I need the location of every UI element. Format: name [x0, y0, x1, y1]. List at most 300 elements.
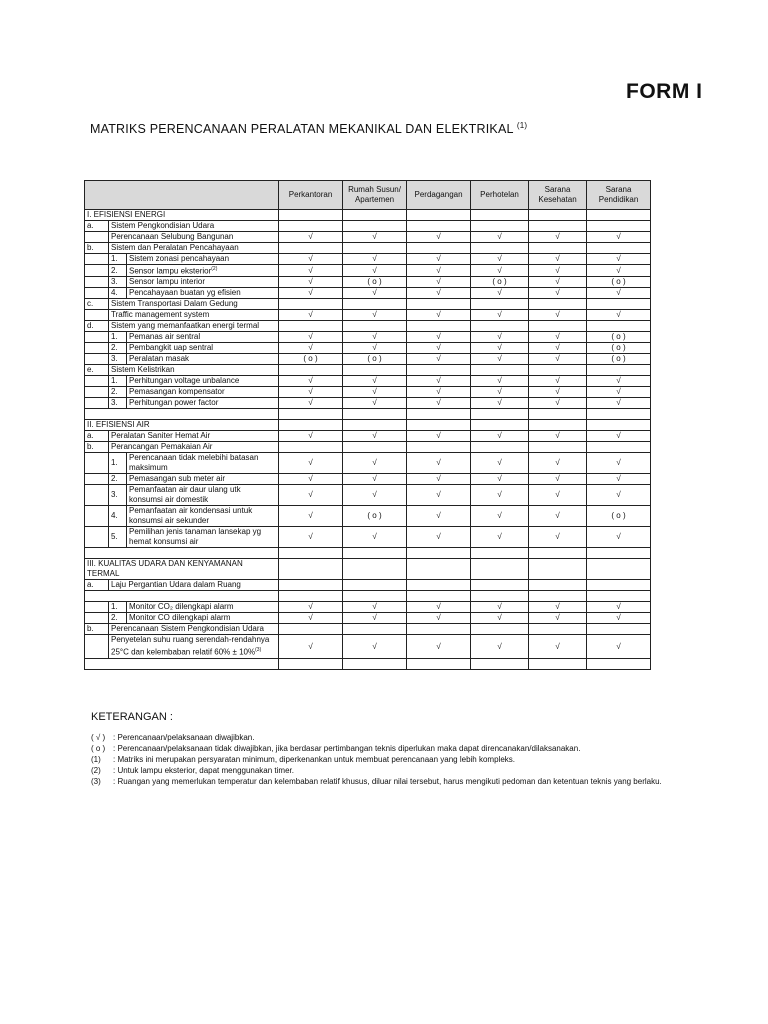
value-cell — [471, 580, 529, 591]
value-cell — [279, 624, 343, 635]
row-label — [127, 354, 279, 365]
value-cell — [529, 420, 587, 431]
value-cell: ( o ) — [343, 277, 407, 288]
value-cell — [471, 559, 529, 580]
value-cell: √ — [587, 376, 651, 387]
value-cell: ( o ) — [587, 354, 651, 365]
table-row — [85, 431, 651, 442]
value-cell: √ — [279, 387, 343, 398]
notes-list — [91, 732, 691, 787]
value-cell: √ — [471, 613, 529, 624]
value-cell: √ — [279, 343, 343, 354]
value-cell: √ — [529, 376, 587, 387]
value-cell — [529, 243, 587, 254]
row-letter: b. — [85, 442, 109, 453]
value-cell: ( o ) — [471, 277, 529, 288]
value-cell: √ — [587, 613, 651, 624]
row-indent — [85, 602, 109, 613]
value-cell: √ — [279, 265, 343, 277]
table-row — [85, 506, 651, 527]
value-cell: √ — [587, 288, 651, 299]
note-item — [91, 732, 691, 743]
table-body — [85, 210, 651, 670]
column-header: Sarana Kesehatan — [529, 181, 587, 210]
value-cell: √ — [279, 376, 343, 387]
value-cell: √ — [529, 387, 587, 398]
value-cell: √ — [587, 265, 651, 277]
row-label — [127, 485, 279, 506]
table-row — [85, 221, 651, 232]
note-item — [91, 743, 691, 754]
table-row — [85, 527, 651, 548]
value-cell: √ — [407, 398, 471, 409]
value-cell: √ — [343, 527, 407, 548]
value-cell — [407, 210, 471, 221]
value-cell — [529, 591, 587, 602]
value-cell: √ — [587, 254, 651, 265]
row-label-text: Pembangkit uap sentral — [129, 343, 214, 353]
value-cell: √ — [529, 602, 587, 613]
row-label-text: Pemasangan sub meter air — [129, 474, 226, 484]
table-row — [85, 474, 651, 485]
row-label — [127, 277, 279, 288]
value-cell — [279, 299, 343, 310]
value-cell — [587, 243, 651, 254]
row-indent — [85, 376, 109, 387]
value-cell: ( o ) — [587, 506, 651, 527]
row-label-text: Pemilihan jenis tanaman lansekap yg hemat konsumsi air — [129, 527, 262, 547]
value-cell — [343, 409, 407, 420]
value-cell — [407, 321, 471, 332]
value-cell: √ — [529, 506, 587, 527]
row-label: Sistem Kelistrikan — [109, 365, 279, 376]
value-cell — [529, 624, 587, 635]
row-number: 1. — [109, 332, 127, 343]
row-label — [127, 387, 279, 398]
row-label — [127, 398, 279, 409]
row-letter: b. — [85, 624, 109, 635]
value-cell: √ — [407, 613, 471, 624]
value-cell: √ — [279, 232, 343, 243]
value-cell: √ — [587, 398, 651, 409]
value-cell: √ — [587, 453, 651, 474]
table-row — [85, 210, 651, 221]
value-cell — [343, 591, 407, 602]
table-row — [85, 485, 651, 506]
value-cell: √ — [471, 265, 529, 277]
value-cell — [529, 559, 587, 580]
table-row — [85, 343, 651, 354]
value-cell: √ — [471, 310, 529, 321]
blank-cell — [85, 658, 279, 669]
value-cell: √ — [343, 343, 407, 354]
value-cell: √ — [343, 474, 407, 485]
value-cell — [343, 658, 407, 669]
row-letter: a. — [85, 580, 109, 591]
table-row — [85, 548, 651, 559]
value-cell: √ — [529, 453, 587, 474]
note-key: (3) — [91, 777, 101, 786]
value-cell: √ — [279, 474, 343, 485]
value-cell — [279, 591, 343, 602]
value-cell — [279, 321, 343, 332]
value-cell — [343, 299, 407, 310]
table-row — [85, 376, 651, 387]
value-cell: √ — [343, 635, 407, 659]
value-cell — [407, 591, 471, 602]
value-cell: √ — [407, 310, 471, 321]
table-row — [85, 613, 651, 624]
value-cell: √ — [529, 527, 587, 548]
value-cell — [529, 442, 587, 453]
value-cell: √ — [407, 506, 471, 527]
row-label-text: Perhitungan voltage unbalance — [129, 376, 240, 386]
blank-cell — [85, 548, 279, 559]
value-cell: √ — [343, 387, 407, 398]
row-indent — [85, 343, 109, 354]
document-heading — [90, 121, 527, 136]
section-label: I. EFISIENSI ENERGI — [85, 210, 279, 221]
row-number: 1. — [109, 453, 127, 474]
value-cell: √ — [343, 398, 407, 409]
row-label — [127, 453, 279, 474]
row-label-text: Penyetelan suhu ruang serendah-rendahnya 25°C dan kelembaban relatif 60% ± 10% — [111, 635, 270, 657]
row-indent — [85, 232, 109, 243]
value-cell — [279, 658, 343, 669]
row-label-text: Perhitungan power factor — [129, 398, 219, 408]
row-number: 1. — [109, 376, 127, 387]
value-cell — [471, 210, 529, 221]
column-header: Sarana Pendidikan — [587, 181, 651, 210]
row-indent — [85, 277, 109, 288]
row-indent — [85, 398, 109, 409]
column-header: Perkantoran — [279, 181, 343, 210]
value-cell — [587, 624, 651, 635]
table-row — [85, 288, 651, 299]
value-cell: √ — [279, 398, 343, 409]
value-cell: √ — [343, 602, 407, 613]
row-label-text: Peralatan masak — [129, 354, 190, 364]
value-cell — [407, 243, 471, 254]
value-cell: ( o ) — [343, 506, 407, 527]
row-number: 2. — [109, 265, 127, 277]
value-cell: √ — [471, 288, 529, 299]
row-label: Perencanaan Sistem Pengkondisian Udara — [109, 624, 279, 635]
value-cell: √ — [279, 485, 343, 506]
value-cell: √ — [529, 254, 587, 265]
value-cell — [343, 580, 407, 591]
row-label — [127, 474, 279, 485]
table-row — [85, 398, 651, 409]
value-cell — [587, 221, 651, 232]
row-label — [109, 232, 279, 243]
note-item — [91, 776, 691, 787]
row-label: Sistem dan Peralatan Pencahayaan — [109, 243, 279, 254]
row-indent — [85, 613, 109, 624]
row-number: 5. — [109, 527, 127, 548]
row-number: 1. — [109, 602, 127, 613]
row-indent — [85, 288, 109, 299]
value-cell — [529, 221, 587, 232]
row-label — [127, 332, 279, 343]
table-row — [85, 409, 651, 420]
row-label-text: Sistem zonasi pencahayaan — [129, 254, 230, 264]
table-row — [85, 624, 651, 635]
value-cell: √ — [529, 310, 587, 321]
row-number: 3. — [109, 485, 127, 506]
value-cell: √ — [279, 506, 343, 527]
row-label — [127, 288, 279, 299]
row-label — [127, 254, 279, 265]
row-number: 3. — [109, 277, 127, 288]
row-number: 4. — [109, 288, 127, 299]
row-label-text: Sensor lampu eksterior — [129, 266, 212, 276]
value-cell: √ — [343, 265, 407, 277]
value-cell — [279, 559, 343, 580]
value-cell: √ — [407, 232, 471, 243]
value-cell: √ — [529, 343, 587, 354]
section-label: III. KUALITAS UDARA DAN KENYAMANAN TERMAL — [85, 559, 279, 580]
table-row — [85, 321, 651, 332]
value-cell: ( o ) — [279, 354, 343, 365]
value-cell: √ — [407, 343, 471, 354]
row-indent — [85, 254, 109, 265]
value-cell: √ — [343, 431, 407, 442]
row-number: 4. — [109, 506, 127, 527]
value-cell — [587, 591, 651, 602]
value-cell: √ — [471, 602, 529, 613]
value-cell: √ — [529, 354, 587, 365]
row-label-text: Monitor CO₂ dilengkapi alarm — [129, 602, 234, 612]
value-cell: √ — [529, 474, 587, 485]
value-cell — [529, 365, 587, 376]
value-cell: √ — [343, 613, 407, 624]
column-header: Rumah Susun/ Apartemen — [343, 181, 407, 210]
value-cell — [407, 548, 471, 559]
table-row — [85, 420, 651, 431]
value-cell — [471, 548, 529, 559]
table-row — [85, 602, 651, 613]
row-label: Laju Pergantian Udara dalam Ruang — [109, 580, 279, 591]
value-cell: √ — [407, 265, 471, 277]
table-row — [85, 332, 651, 343]
row-label — [127, 376, 279, 387]
value-cell: √ — [407, 387, 471, 398]
value-cell — [407, 580, 471, 591]
row-letter: e. — [85, 365, 109, 376]
value-cell — [471, 243, 529, 254]
value-cell: √ — [529, 485, 587, 506]
note-text: : Perencanaan/pelaksanaan tidak diwajibkan, jika berdasar pertimbangan teknis diperlukan maka dapat direncanakan/dilaksanakan. — [113, 744, 581, 753]
value-cell: √ — [279, 288, 343, 299]
row-indent — [85, 635, 109, 659]
value-cell: √ — [471, 453, 529, 474]
row-number: 3. — [109, 398, 127, 409]
value-cell: √ — [471, 376, 529, 387]
value-cell — [471, 658, 529, 669]
row-indent — [85, 485, 109, 506]
table-row — [85, 580, 651, 591]
row-label — [109, 310, 279, 321]
value-cell: √ — [529, 398, 587, 409]
value-cell: √ — [587, 431, 651, 442]
value-cell: √ — [587, 310, 651, 321]
row-label-text: Monitor CO dilengkapi alarm — [129, 613, 231, 623]
value-cell — [587, 658, 651, 669]
value-cell — [587, 210, 651, 221]
value-cell — [279, 210, 343, 221]
value-cell: √ — [343, 288, 407, 299]
blank-cell — [85, 409, 279, 420]
value-cell: ( o ) — [587, 332, 651, 343]
form-title: FORM I — [626, 80, 703, 103]
value-cell: √ — [471, 398, 529, 409]
value-cell: √ — [279, 254, 343, 265]
value-cell — [587, 580, 651, 591]
value-cell — [343, 243, 407, 254]
table-row — [85, 387, 651, 398]
value-cell: √ — [279, 635, 343, 659]
value-cell: √ — [343, 254, 407, 265]
row-label — [127, 343, 279, 354]
row-indent — [85, 310, 109, 321]
row-label: Sistem Transportasi Dalam Gedung — [109, 299, 279, 310]
note-key: ( o ) — [91, 744, 106, 753]
table-row — [85, 453, 651, 474]
note-text: : Ruangan yang memerlukan temperatur dan kelembaban relatif khusus, diluar nilai tersebut, harus mengikuti pedoman dan ketentuan teknis yang berlaku. — [113, 777, 662, 786]
value-cell: √ — [279, 277, 343, 288]
row-indent — [85, 387, 109, 398]
value-cell — [587, 420, 651, 431]
row-label-text: Pemanas air sentral — [129, 332, 201, 342]
table-row — [85, 265, 651, 277]
value-cell: √ — [471, 506, 529, 527]
row-letter: d. — [85, 321, 109, 332]
row-number: 2. — [109, 387, 127, 398]
row-number: 2. — [109, 613, 127, 624]
value-cell — [471, 442, 529, 453]
section-label: II. EFISIENSI AIR — [85, 420, 279, 431]
value-cell — [279, 548, 343, 559]
value-cell — [529, 409, 587, 420]
value-cell — [407, 559, 471, 580]
value-cell — [587, 321, 651, 332]
value-cell — [407, 624, 471, 635]
value-cell: √ — [343, 453, 407, 474]
row-letter: a. — [85, 221, 109, 232]
row-label — [127, 527, 279, 548]
value-cell — [279, 442, 343, 453]
row-letter: a. — [85, 431, 109, 442]
value-cell — [471, 321, 529, 332]
row-indent — [85, 265, 109, 277]
column-header: Perdagangan — [407, 181, 471, 210]
value-cell: √ — [407, 431, 471, 442]
value-cell: √ — [529, 613, 587, 624]
value-cell — [343, 420, 407, 431]
footnote-marker: (2) — [211, 266, 218, 272]
value-cell — [279, 420, 343, 431]
row-indent — [85, 474, 109, 485]
value-cell — [587, 442, 651, 453]
value-cell: √ — [407, 332, 471, 343]
value-cell: ( o ) — [587, 277, 651, 288]
table-row — [85, 365, 651, 376]
row-label — [127, 602, 279, 613]
value-cell — [343, 365, 407, 376]
value-cell — [407, 221, 471, 232]
row-label — [127, 265, 279, 277]
value-cell: √ — [587, 474, 651, 485]
keterangan-label: KETERANGAN : — [91, 711, 173, 723]
row-indent — [85, 506, 109, 527]
row-label — [127, 613, 279, 624]
value-cell: √ — [471, 354, 529, 365]
row-label-text: Pemasangan kompensator — [129, 387, 225, 397]
value-cell — [407, 658, 471, 669]
value-cell: √ — [279, 613, 343, 624]
value-cell: √ — [587, 602, 651, 613]
value-cell — [279, 409, 343, 420]
table-row — [85, 635, 651, 659]
value-cell — [587, 365, 651, 376]
value-cell: √ — [279, 332, 343, 343]
table-row — [85, 254, 651, 265]
value-cell — [471, 409, 529, 420]
value-cell: √ — [587, 485, 651, 506]
value-cell — [471, 624, 529, 635]
row-label — [109, 635, 279, 659]
value-cell: √ — [471, 387, 529, 398]
value-cell: √ — [279, 527, 343, 548]
value-cell: √ — [279, 453, 343, 474]
row-indent — [85, 527, 109, 548]
row-indent — [85, 332, 109, 343]
blank-cell — [85, 591, 279, 602]
row-label: Sistem Pengkondisian Udara — [109, 221, 279, 232]
value-cell: √ — [279, 602, 343, 613]
value-cell: ( o ) — [343, 354, 407, 365]
value-cell: √ — [529, 265, 587, 277]
value-cell: √ — [471, 343, 529, 354]
planning-matrix-table — [84, 180, 651, 670]
value-cell: √ — [529, 332, 587, 343]
value-cell — [407, 420, 471, 431]
table-row — [85, 559, 651, 580]
table-row — [85, 591, 651, 602]
table-header-row — [85, 181, 651, 210]
value-cell: √ — [343, 310, 407, 321]
heading-footnote-marker: (1) — [516, 121, 528, 130]
value-cell: √ — [279, 310, 343, 321]
value-cell — [471, 221, 529, 232]
row-indent — [85, 453, 109, 474]
table-row — [85, 310, 651, 321]
value-cell — [343, 442, 407, 453]
row-number: 3. — [109, 354, 127, 365]
note-item — [91, 754, 691, 765]
value-cell — [407, 409, 471, 420]
value-cell: √ — [407, 527, 471, 548]
row-number: 1. — [109, 254, 127, 265]
value-cell — [529, 580, 587, 591]
value-cell — [471, 420, 529, 431]
value-cell — [529, 299, 587, 310]
value-cell — [343, 624, 407, 635]
table-row — [85, 277, 651, 288]
value-cell — [529, 658, 587, 669]
value-cell: √ — [471, 254, 529, 265]
